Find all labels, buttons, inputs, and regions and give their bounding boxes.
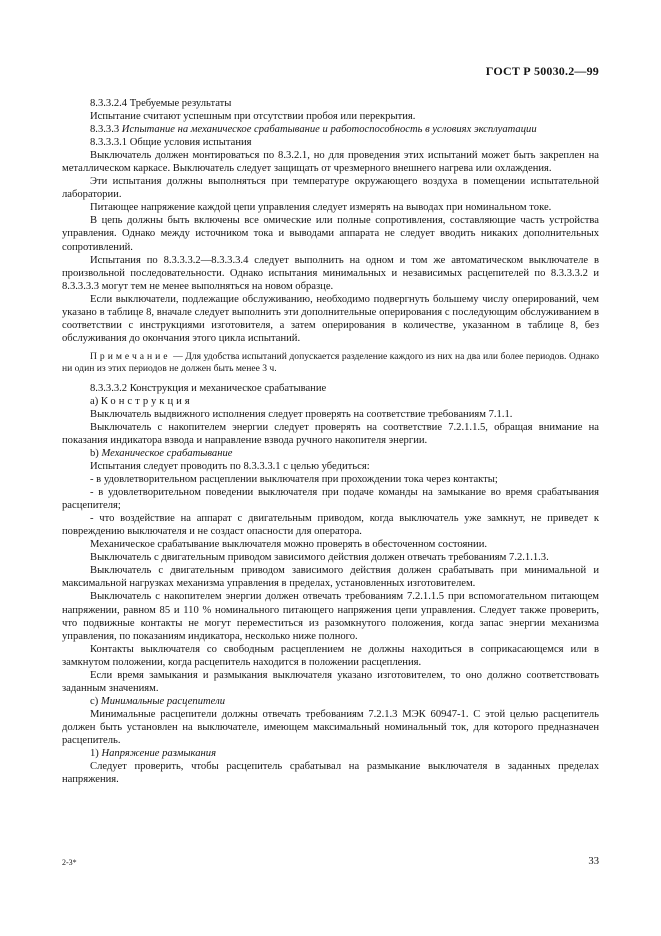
paragraph: 8.3.3.3.2 Конструкция и механическое срабатывание bbox=[90, 382, 327, 394]
paragraph: Если выключатели, подлежащие обслуживанию, необходимо подвергнуть большему числу оперирований, чем указано в таблице 8, вначале следует выполнить эти дополнительные оперирования с последующим обслуживанием в соответствии с инструкциями изготовителя, а затем оперирования в количестве, указанном в таблице 8, без обслуживания до окончания этого цикла испытаний. bbox=[62, 293, 599, 344]
paragraph: - что воздействие на аппарат с двигательным приводом, когда выключатель уже замкнут, не приведет к повреждению выключателя и не создаст опасности для оператора. bbox=[62, 513, 599, 538]
paragraph: 8.3.3.3.1 Общие условия испытания bbox=[90, 137, 252, 149]
document-body bbox=[62, 97, 599, 786]
list-marker: с) bbox=[90, 695, 101, 707]
list-title: Механическое срабатывание bbox=[101, 447, 233, 459]
list-title: Минимальные расцепители bbox=[100, 695, 225, 707]
paragraph: Выключатель с накопителем энергии следует проверять на соответствие 7.2.1.1.5, обращая внимание на показания индикатора взвода и направление взвода ручного накопителя энергии. bbox=[62, 421, 599, 446]
note-text: — Для удобства испытаний допускается разделение каждого из них на два или более периодов. Однако ни один из этих периодов не должен быть менее 3 ч. bbox=[62, 350, 599, 375]
paragraph: - в удовлетворительном поведении выключателя при подаче команды на замыкание во время срабатывания расцепителя; bbox=[62, 487, 599, 512]
paragraph: Эти испытания должны выполняться при температуре окружающего воздуха в помещении испытательной лаборатории. bbox=[62, 176, 599, 201]
note-label: Примечание bbox=[90, 350, 171, 362]
page-number: 33 bbox=[588, 856, 599, 867]
paragraph: Минимальные расцепители должны отвечать требованиям 7.2.1.3 МЭК 60947-1. С этой целью расцепитель должен быть установлен на выключателе, имеющем максимальный номинальный ток, для которого предназначен расцепитель. bbox=[62, 708, 599, 746]
note bbox=[62, 351, 599, 376]
paragraph: Выключатель с двигательным приводом зависимого действия должен отвечать требованиям 7.2.1.1.3. bbox=[90, 552, 549, 564]
list-item bbox=[62, 395, 599, 408]
list-marker: b) bbox=[90, 447, 102, 459]
paragraph: Испытания следует проводить по 8.3.3.3.1 с целью убедиться: bbox=[90, 460, 370, 472]
paragraph: Выключатель должен монтироваться по 8.3.2.1, но для проведения этих испытаний может быть закреплен на металлическом каркасе. Выключатель следует защищать от чрезмерного внешнего нагрева или охлаждения. bbox=[62, 150, 599, 175]
list-item bbox=[62, 695, 599, 708]
paragraph: Если время замыкания и размыкания выключателя указано изготовителем, то оно должно соответствовать заданным значениям. bbox=[62, 669, 599, 694]
list-item bbox=[62, 447, 599, 460]
list-marker: 1) bbox=[90, 748, 102, 760]
list-item bbox=[62, 747, 599, 760]
section-title: Испытание на механическое срабатывание и работоспособность в условиях эксплуатации bbox=[121, 124, 537, 136]
paragraph: Механическое срабатывание выключателя можно проверять в обесточенном состоянии. bbox=[90, 539, 488, 551]
list-title: Напряжение размыкания bbox=[101, 748, 216, 760]
paragraph: Питающее напряжение каждой цепи управления следует измерять на выводах при номинальном токе. bbox=[90, 202, 552, 214]
paragraph: Испытание считают успешным при отсутствии пробоя или перекрытия. bbox=[90, 111, 416, 123]
paragraph: Выключатель с накопителем энергии должен отвечать требованиям 7.2.1.1.5 при вспомогательном питающем напряжении, равном 85 и 110 % номинального питающего напряжения цепи управления. Следует также проверить, что подвижные контакты не могут переместиться из разомкнутого положения, когда запас энергии механизма управления, по показаниям индикатора, несколько ниже полного. bbox=[62, 591, 599, 642]
paragraph: В цепь должны быть включены все омические или полные сопротивления, составляющие часть устройства управления. Однако между источником тока и выводами аппарата не следует вводить никаких дополнительных сопротивлений. bbox=[62, 215, 599, 253]
paragraph: Выключатель выдвижного исполнения следует проверять на соответствие требованиям 7.1.1. bbox=[90, 408, 513, 420]
paragraph: Выключатель с двигательным приводом зависимого действия должен срабатывать при минимальной и максимальной нагрузках механизма управления в пределах, установленных изготовителем. bbox=[62, 565, 599, 590]
paragraph: Следует проверить, чтобы расцепитель срабатывал на размыкание выключателя в заданных пределах напряжения. bbox=[62, 761, 599, 786]
list-marker: а) bbox=[90, 395, 101, 407]
document-id: ГОСТ Р 50030.2—99 bbox=[485, 64, 599, 78]
section-heading bbox=[62, 123, 599, 136]
paragraph: Испытания по 8.3.3.3.2—8.3.3.3.4 следует выполнить на одном и том же автоматическом выключателе в произвольной последовательности. Однако испытания минимальных и независимых расцепителей по 8.3.3.3.2 и 8.3.3.3.3 могут тем не менее выполняться на новом образце. bbox=[62, 254, 599, 292]
paragraph: - в удовлетворительном расцеплении выключателя при прохождении тока через контакты; bbox=[90, 474, 498, 486]
list-title: Конструкция bbox=[100, 395, 193, 407]
paragraph: Контакты выключателя со свободным расцеплением не должны находиться в соприкасающемся или в замкнутом положении, когда расцепитель находится в положении расцепления. bbox=[62, 643, 599, 668]
footer-mark: 2-3* bbox=[62, 858, 77, 867]
paragraph: 8.3.3.2.4 Требуемые результаты bbox=[90, 98, 232, 109]
section-number: 8.3.3.3 bbox=[90, 124, 120, 136]
